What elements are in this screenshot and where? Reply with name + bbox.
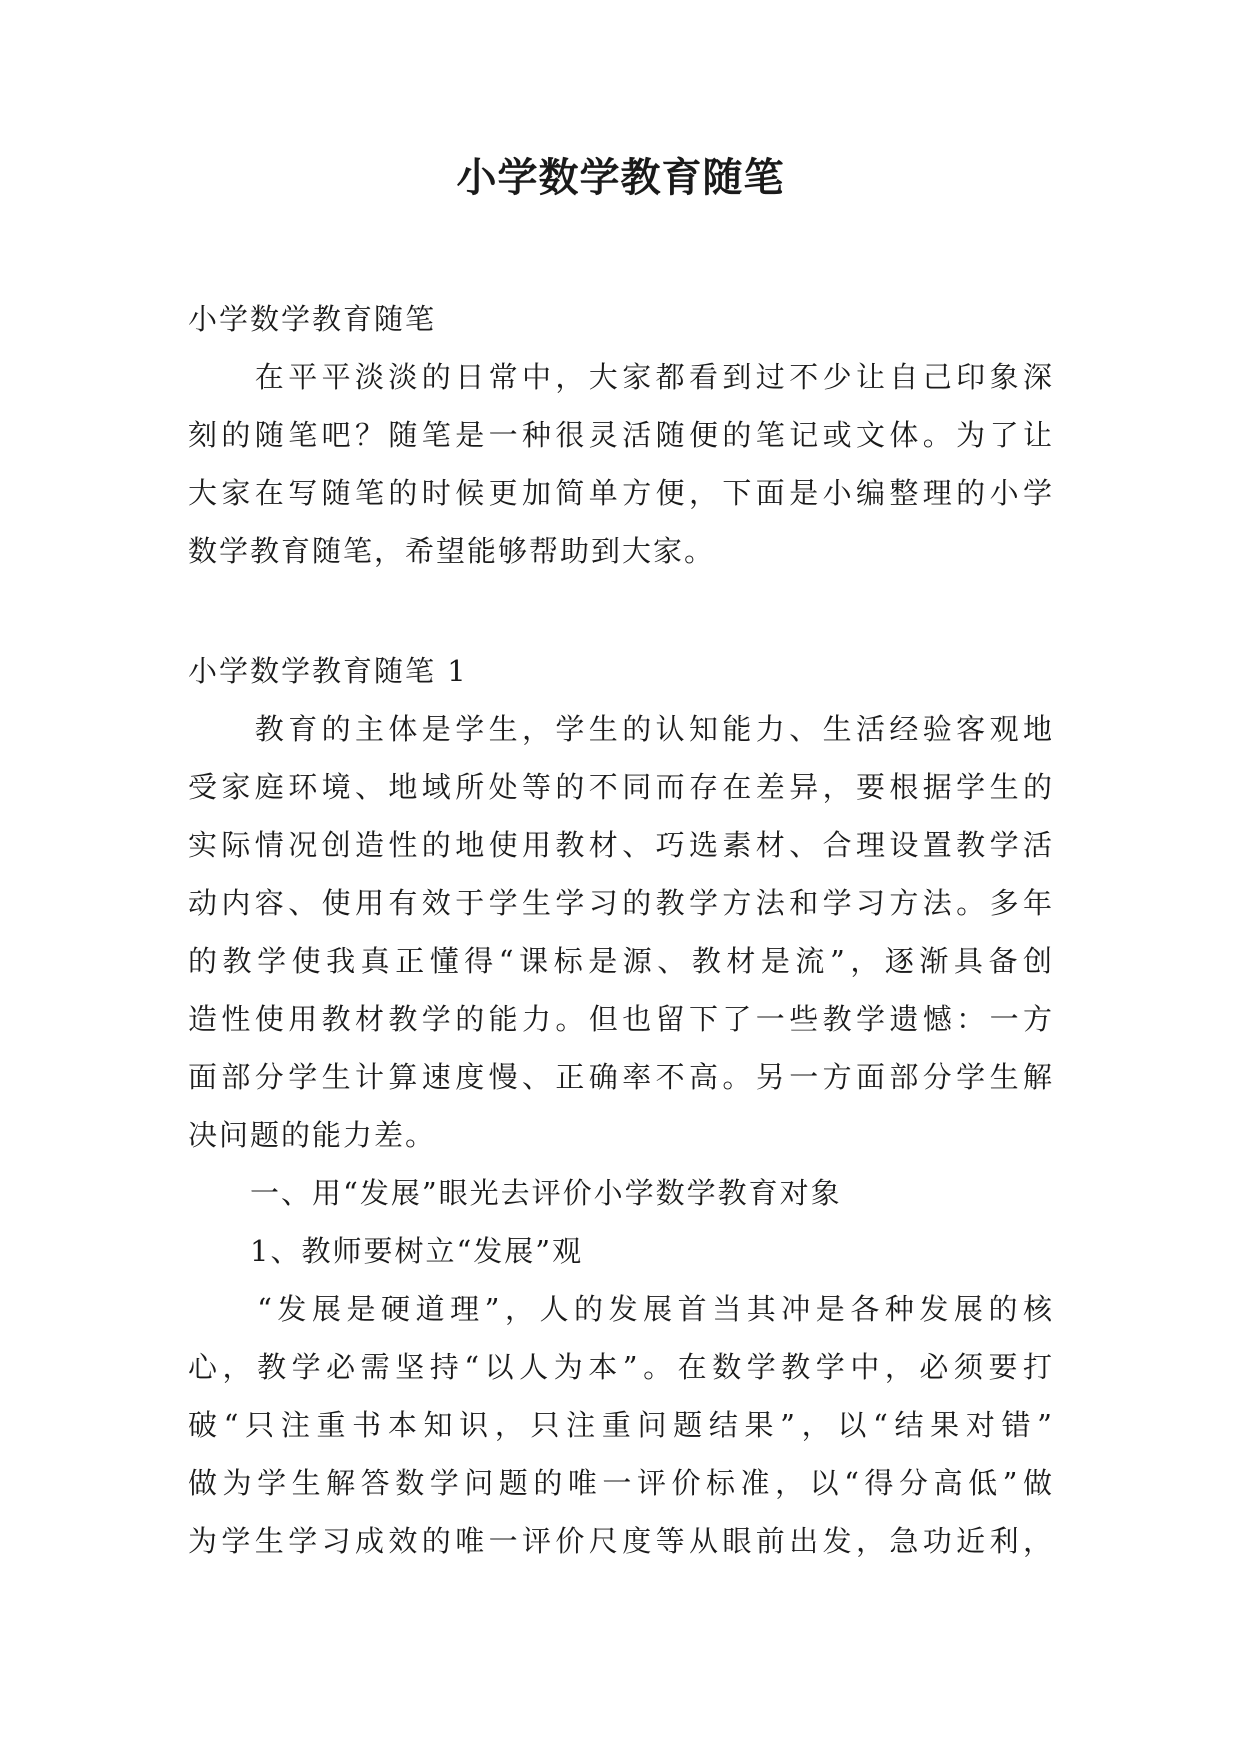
- paragraph-line: 造性使用教材教学的能力。但也留下了一些教学遗憾：一方: [188, 1002, 1054, 1036]
- paragraph-line: 为学生学习成效的唯一评价尺度等从眼前出发，急功近利，: [188, 1524, 1054, 1558]
- paragraph-line: 决问题的能力差。: [188, 1118, 437, 1152]
- paragraph-line: 破“只注重书本知识，只注重问题结果”，以“结果对错”: [188, 1408, 1054, 1442]
- paragraph-line: 实际情况创造性的地使用教材、巧选素材、合理设置教学活: [188, 828, 1054, 862]
- paragraph-line: 的教学使我真正懂得“课标是源、教材是流”，逐渐具备创: [188, 944, 1054, 978]
- paragraph-line: 心，教学必需坚持“以人为本”。在数学教学中，必须要打: [188, 1350, 1054, 1384]
- paragraph-line: 大家在写随笔的时候更加简单方便，下面是小编整理的小学: [188, 476, 1054, 510]
- section-heading-intro: 小学数学教育随笔: [188, 302, 437, 336]
- paragraph-line: 做为学生解答数学问题的唯一评价标准，以“得分高低”做: [188, 1466, 1054, 1500]
- paragraph-line: 教育的主体是学生，学生的认知能力、生活经验客观地: [188, 712, 1054, 746]
- paragraph-line: 面部分学生计算速度慢、正确率不高。另一方面部分学生解: [188, 1060, 1054, 1094]
- document-body: [188, 290, 1054, 1570]
- section-spacer: [188, 580, 1054, 642]
- subheading-line: 1、教师要树立“发展”观: [188, 1234, 584, 1268]
- section-heading-1: 小学数学教育随笔 1: [188, 654, 468, 688]
- document-title: 小学数学教育随笔: [456, 154, 785, 201]
- paragraph-line: “发展是硬道理”，人的发展首当其冲是各种发展的核: [188, 1292, 1054, 1326]
- paragraph-line: 刻的随笔吧？随笔是一种很灵活随便的笔记或文体。为了让: [188, 418, 1054, 452]
- paragraph-line: 受家庭环境、地域所处等的不同而存在差异，要根据学生的: [188, 770, 1054, 804]
- subheading-line: 一、用“发展”眼光去评价小学数学教育对象: [188, 1176, 842, 1210]
- paragraph-line: 在平平淡淡的日常中，大家都看到过不少让自己印象深: [188, 360, 1054, 394]
- paragraph-line: 动内容、使用有效于学生学习的教学方法和学习方法。多年: [188, 886, 1054, 920]
- paragraph-line: 数学教育随笔，希望能够帮助到大家。: [188, 534, 716, 568]
